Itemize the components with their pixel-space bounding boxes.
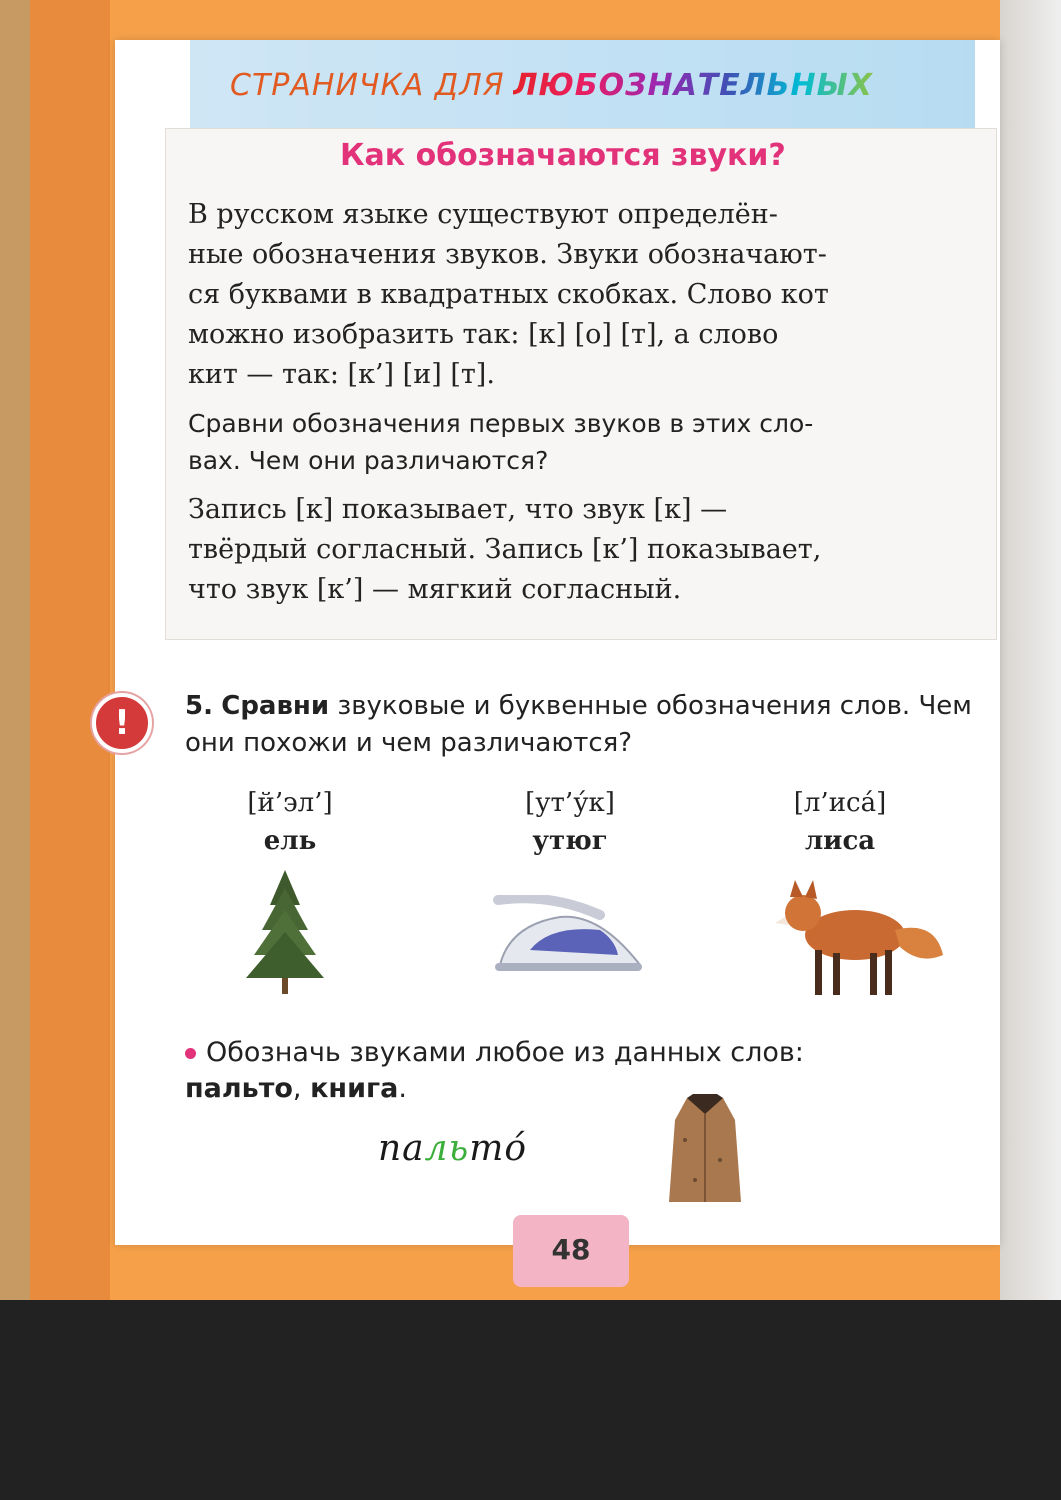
hw-part-1: па xyxy=(378,1128,425,1169)
task-verb: Сравни xyxy=(221,691,330,721)
intro-line: кит — так: [к’] [и] [т]. xyxy=(188,359,495,390)
intro-line: В русском языке существуют определён- xyxy=(188,199,778,230)
transcription: [й’эл’] xyxy=(247,788,333,818)
hw-part-3: то́ xyxy=(469,1128,527,1169)
card-answer xyxy=(188,490,973,610)
exercise-text: Обозначь звуками любое из данных слов: xyxy=(206,1037,804,1068)
banner-title-part1: СТРАНИЧКА ДЛЯ xyxy=(230,68,505,103)
word: утюг xyxy=(532,826,608,856)
word: ель xyxy=(263,826,317,856)
task-5 xyxy=(185,688,975,762)
word: лиса xyxy=(804,826,876,856)
fir-tree-icon xyxy=(240,870,330,995)
fox-icon xyxy=(775,875,945,1000)
handwritten-answer xyxy=(378,1128,527,1169)
transcription: [л’иса́] xyxy=(793,788,887,818)
question-line: вах. Чем они различаются? xyxy=(188,446,549,475)
page-number: 48 xyxy=(513,1215,629,1287)
exercise-prompt xyxy=(185,1035,975,1107)
book-stripe xyxy=(30,0,110,1320)
next-page-shadow xyxy=(1000,0,1061,1320)
transcription: [ут’у́к] xyxy=(525,788,615,818)
task-number: 5. xyxy=(185,691,213,721)
word-card-lisa xyxy=(765,785,915,861)
word-card-utyug xyxy=(500,785,640,861)
word-card-el xyxy=(225,785,355,861)
intro-line: ся буквами в квадратных скобках. Слово кот xyxy=(188,279,829,310)
iron-icon xyxy=(490,895,645,980)
card-intro xyxy=(188,195,973,395)
answer-line: твёрдый согласный. Запись [к’] показывает, xyxy=(188,534,822,565)
bullet-icon xyxy=(185,1048,196,1059)
answer-line: Запись [к] показывает, что звук [к] — xyxy=(188,494,728,525)
exercise-word-1: пальто xyxy=(185,1073,293,1104)
answer-line: что звук [к’] — мягкий согласный. xyxy=(188,574,682,605)
intro-line: ные обозначения звуков. Звуки обозначают- xyxy=(188,239,827,270)
card-title: Как обозначаются звуки? xyxy=(340,138,786,173)
intro-line: можно изобразить так: [к] [о] [т], а слово xyxy=(188,319,779,350)
card-question xyxy=(188,405,973,479)
coat-icon xyxy=(665,1090,745,1210)
exercise-end: . xyxy=(398,1073,407,1104)
task-text: звуковые и буквенные обозначения слов. Чем они похожи и чем различаются? xyxy=(185,691,972,758)
banner-title xyxy=(230,68,873,103)
banner-title-part2: ЛЮБОЗНАТЕЛЬНЫХ xyxy=(512,68,873,103)
page-edge xyxy=(0,0,30,1300)
scan-background xyxy=(0,1300,1061,1500)
important-badge-icon: ! xyxy=(92,693,152,753)
hw-part-2: ль xyxy=(424,1128,470,1169)
question-line: Сравни обозначения первых звуков в этих сло- xyxy=(188,409,814,438)
exercise-word-2: книга xyxy=(310,1073,399,1104)
exercise-separator: , xyxy=(292,1073,302,1104)
